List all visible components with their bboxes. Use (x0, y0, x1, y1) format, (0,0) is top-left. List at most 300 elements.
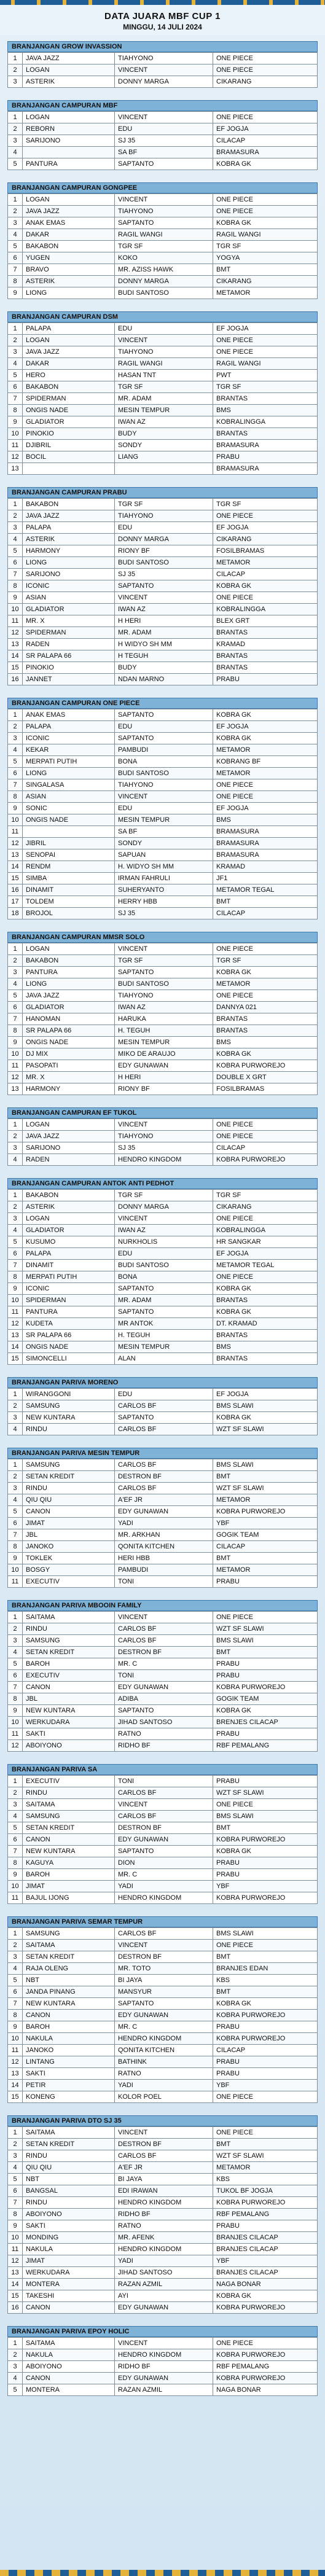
team-cell: ONE PIECE (213, 2338, 318, 2349)
table-row (8, 2279, 318, 2290)
rank-cell: 7 (8, 569, 23, 580)
owner-cell: TONI (115, 1576, 213, 1588)
team-cell: ONE PIECE (213, 943, 318, 955)
team-cell: RAGIL WANGI (213, 358, 318, 370)
rank-cell: 9 (8, 287, 23, 299)
owner-cell: CARLOS BF (115, 1483, 213, 1494)
table-row (8, 1119, 318, 1131)
team-cell: ONE PIECE (213, 779, 318, 791)
rank-cell: 11 (8, 1060, 23, 1072)
bird-name-cell: ASIAN (23, 592, 115, 604)
team-cell: YBF (213, 2080, 318, 2091)
bird-name-cell (23, 463, 115, 475)
rank-cell: 5 (8, 1236, 23, 1248)
class-title: BRANJANGAN GROW INVASSION (7, 41, 318, 52)
bird-name-cell: JAVA JAZZ (23, 1131, 115, 1142)
results-table (7, 1611, 318, 1752)
class-section (7, 1600, 318, 1752)
table-row (8, 1647, 318, 1658)
bird-name-cell: QIU QIU (23, 1494, 115, 1506)
owner-cell: DONNY MARGA (115, 76, 213, 88)
rank-cell: 7 (8, 1529, 23, 1541)
table-row (8, 158, 318, 170)
table-row (8, 1353, 318, 1365)
rank-cell: 16 (8, 884, 23, 896)
bird-name-cell: LIONG (23, 978, 115, 990)
table-row (8, 1986, 318, 1998)
page-header (0, 5, 325, 35)
bird-name-cell: BAJUL IJONG (23, 1892, 115, 1904)
table-row (8, 522, 318, 534)
team-cell: BMT (213, 264, 318, 276)
event-date: MINGGU, 14 JULI 2024 (123, 23, 202, 31)
bird-name-cell: JANDA PINANG (23, 1986, 115, 1998)
table-row (8, 1693, 318, 1705)
table-row (8, 1658, 318, 1670)
owner-cell: BUDY (115, 662, 213, 674)
bird-name-cell: CANON (23, 2302, 115, 2314)
bird-name-cell: ONGIS NADE (23, 405, 115, 416)
team-cell: KOBRA PURWOREJO (213, 1154, 318, 1166)
bird-name-cell: LOGAN (23, 1213, 115, 1225)
rank-cell: 1 (8, 194, 23, 206)
table-row (8, 884, 318, 896)
rank-cell: 7 (8, 779, 23, 791)
table-row (8, 53, 318, 64)
bird-name-cell: YUGEN (23, 252, 115, 264)
table-row (8, 323, 318, 335)
rank-cell: 6 (8, 1834, 23, 1846)
rank-cell: 12 (8, 451, 23, 463)
bird-name-cell: BAKABON (23, 1190, 115, 1201)
bird-name-cell: MONTERA (23, 2384, 115, 2396)
rank-cell: 2 (8, 1471, 23, 1483)
results-table (7, 111, 318, 170)
bird-name-cell: BROJOL (23, 908, 115, 919)
team-cell: KOBRA PURWOREJO (213, 2373, 318, 2384)
team-cell: KOBRA PURWOREJO (213, 2302, 318, 2314)
table-row (8, 1846, 318, 1857)
team-cell: CILACAP (213, 569, 318, 580)
team-cell: KOBRA GK (213, 2290, 318, 2302)
class-section (7, 2115, 318, 2314)
owner-cell: VINCENT (115, 64, 213, 76)
team-cell: WZT SF SLAWI (213, 1623, 318, 1635)
owner-cell: VINCENT (115, 335, 213, 346)
table-row (8, 768, 318, 779)
table-row (8, 2150, 318, 2162)
team-cell: YOGYA (213, 252, 318, 264)
owner-cell: DESTRON BF (115, 2139, 213, 2150)
table-row (8, 2302, 318, 2314)
bird-name-cell: ICONIC (23, 733, 115, 744)
table-row (8, 2244, 318, 2255)
rank-cell: 5 (8, 1658, 23, 1670)
bird-name-cell: ANAK EMAS (23, 217, 115, 229)
rank-cell: 2 (8, 64, 23, 76)
team-cell: EF JOGJA (213, 1389, 318, 1400)
class-section (7, 182, 318, 299)
team-cell: CILACAP (213, 908, 318, 919)
owner-cell: SJ 35 (115, 908, 213, 919)
owner-cell: RIDHO BF (115, 2361, 213, 2373)
rank-cell: 9 (8, 803, 23, 814)
owner-cell: IWAN AZ (115, 416, 213, 428)
table-row (8, 1869, 318, 1881)
table-row (8, 1154, 318, 1166)
owner-cell: SAPTANTO (115, 967, 213, 978)
team-cell: KOBRA GK (213, 733, 318, 744)
owner-cell: HARUKA (115, 1013, 213, 1025)
owner-cell: SONDY (115, 838, 213, 849)
team-cell: ONE PIECE (213, 791, 318, 803)
bird-name-cell: GLADIATOR (23, 1002, 115, 1013)
bird-name-cell: NEW KUNTARA (23, 1998, 115, 2010)
team-cell: KOBRA GK (213, 1846, 318, 1857)
results-table (7, 1189, 318, 1365)
table-row (8, 1728, 318, 1740)
table-row (8, 2162, 318, 2174)
bird-name-cell: NAKULA (23, 2033, 115, 2045)
class-section (7, 311, 318, 475)
bird-name-cell: SAKTI (23, 2220, 115, 2232)
bird-name-cell: RINDU (23, 1623, 115, 1635)
team-cell: ONE PIECE (213, 592, 318, 604)
rank-cell: 1 (8, 1190, 23, 1201)
owner-cell: H WIDYO SH MM (115, 639, 213, 650)
table-row (8, 428, 318, 440)
team-cell: KOBRALINGGA (213, 416, 318, 428)
team-cell: KOBRA PURWOREJO (213, 2197, 318, 2209)
rank-cell: 7 (8, 1013, 23, 1025)
rank-cell: 5 (8, 241, 23, 252)
table-row (8, 1975, 318, 1986)
rank-cell: 5 (8, 756, 23, 768)
team-cell: KOBRA GK (213, 1705, 318, 1717)
rank-cell: 6 (8, 1248, 23, 1260)
bird-name-cell: SAITAMA (23, 2338, 115, 2349)
owner-cell: EDU (115, 1248, 213, 1260)
table-row (8, 346, 318, 358)
team-cell: PRABU (213, 2021, 318, 2033)
owner-cell (115, 463, 213, 475)
rank-cell: 2 (8, 1201, 23, 1213)
team-cell: KOBRA GK (213, 709, 318, 721)
owner-cell: CARLOS BF (115, 1424, 213, 1435)
owner-cell: PAMBUDI (115, 744, 213, 756)
team-cell: BRAMASURA (213, 463, 318, 475)
table-row (8, 1037, 318, 1048)
bird-name-cell: NBT (23, 2174, 115, 2185)
rank-cell: 1 (8, 1776, 23, 1787)
bird-name-cell: SAITAMA (23, 1799, 115, 1811)
table-row (8, 1506, 318, 1518)
rank-cell: 13 (8, 463, 23, 475)
rank-cell: 11 (8, 2244, 23, 2255)
bird-name-cell: JAVA JAZZ (23, 53, 115, 64)
rank-cell: 10 (8, 1295, 23, 1306)
table-row (8, 2091, 318, 2103)
rank-cell: 8 (8, 276, 23, 287)
team-cell: KOBRA PURWOREJO (213, 2010, 318, 2021)
team-cell: BMT (213, 1822, 318, 1834)
rank-cell: 13 (8, 639, 23, 650)
table-row (8, 978, 318, 990)
table-row (8, 627, 318, 639)
rank-cell: 11 (8, 1576, 23, 1588)
bird-name-cell: JBL (23, 1529, 115, 1541)
bird-name-cell: BAROH (23, 1658, 115, 1670)
team-cell: BRANTAS (213, 1330, 318, 1341)
bird-name-cell: LINTANG (23, 2056, 115, 2068)
rank-cell: 2 (8, 1400, 23, 1412)
owner-cell: CARLOS BF (115, 1811, 213, 1822)
team-cell: KBS (213, 1975, 318, 1986)
rank-cell: 6 (8, 2185, 23, 2197)
class-title: BRANJANGAN PARIVA SA (7, 1764, 318, 1775)
rank-cell: 7 (8, 1682, 23, 1693)
rank-cell: 2 (8, 123, 23, 135)
team-cell: NAGA BONAR (213, 2279, 318, 2290)
rank-cell: 13 (8, 2267, 23, 2279)
table-row (8, 229, 318, 241)
table-row (8, 779, 318, 791)
bird-name-cell: WIRANGGONI (23, 1389, 115, 1400)
owner-cell: SAPTANTO (115, 733, 213, 744)
table-row (8, 2232, 318, 2244)
rank-cell: 4 (8, 1494, 23, 1506)
team-cell: CILACAP (213, 1541, 318, 1553)
team-cell: BMT (213, 1951, 318, 1963)
rank-cell: 10 (8, 814, 23, 826)
owner-cell: VINCENT (115, 592, 213, 604)
bird-name-cell: LOGAN (23, 1119, 115, 1131)
rank-cell: 15 (8, 873, 23, 884)
table-row (8, 1635, 318, 1647)
bird-name-cell: LIONG (23, 557, 115, 569)
team-cell: BMS (213, 405, 318, 416)
table-row (8, 1494, 318, 1506)
bird-name-cell: SIMBA (23, 873, 115, 884)
team-cell: BMT (213, 1986, 318, 1998)
owner-cell: TIAHYONO (115, 1131, 213, 1142)
bird-name-cell: RADEN (23, 1154, 115, 1166)
owner-cell: BUDI SANTOSO (115, 768, 213, 779)
rank-cell: 11 (8, 1728, 23, 1740)
team-cell: EF JOGJA (213, 323, 318, 335)
team-cell: BRANTAS (213, 1295, 318, 1306)
rank-cell: 3 (8, 1483, 23, 1494)
bird-name-cell: MONTERA (23, 2279, 115, 2290)
owner-cell: VINCENT (115, 1119, 213, 1131)
owner-cell: DONNY MARGA (115, 534, 213, 545)
rank-cell: 16 (8, 674, 23, 685)
bird-name-cell: NEW KUNTARA (23, 1412, 115, 1424)
bird-name-cell: HERO (23, 370, 115, 381)
rank-cell: 1 (8, 1389, 23, 1400)
rank-cell: 4 (8, 1963, 23, 1975)
bird-name-cell: PANTURA (23, 158, 115, 170)
owner-cell: RATNO (115, 2068, 213, 2080)
bird-name-cell: SPIDERMAN (23, 627, 115, 639)
owner-cell: MESIN TEMPUR (115, 814, 213, 826)
team-cell: KOBRA GK (213, 217, 318, 229)
owner-cell: YADI (115, 1518, 213, 1529)
bird-name-cell: DAKAR (23, 358, 115, 370)
rank-cell: 3 (8, 1799, 23, 1811)
owner-cell: MR. AZISS HAWK (115, 264, 213, 276)
rank-cell: 10 (8, 1717, 23, 1728)
rank-cell: 10 (8, 604, 23, 615)
rank-cell: 13 (8, 849, 23, 861)
table-row (8, 1740, 318, 1752)
owner-cell: H HERI (115, 1072, 213, 1083)
owner-cell: PAMBUDI (115, 1564, 213, 1576)
rank-cell: 1 (8, 323, 23, 335)
owner-cell: TGR SF (115, 1190, 213, 1201)
rank-cell: 9 (8, 1553, 23, 1564)
table-row (8, 264, 318, 276)
table-row (8, 241, 318, 252)
table-row (8, 1072, 318, 1083)
owner-cell: BATHINK (115, 2056, 213, 2068)
owner-cell: CARLOS BF (115, 1928, 213, 1940)
table-row (8, 639, 318, 650)
rank-cell: 3 (8, 1412, 23, 1424)
team-cell: KOBRA GK (213, 967, 318, 978)
team-cell: ONE PIECE (213, 1940, 318, 1951)
bird-name-cell: ICONIC (23, 580, 115, 592)
team-cell: ONE PIECE (213, 346, 318, 358)
table-row (8, 335, 318, 346)
team-cell: BMS SLAWI (213, 1635, 318, 1647)
table-row (8, 2373, 318, 2384)
class-section (7, 1448, 318, 1588)
table-row (8, 756, 318, 768)
team-cell: CIKARANG (213, 534, 318, 545)
rank-cell: 2 (8, 510, 23, 522)
bird-name-cell: NBT (23, 1975, 115, 1986)
team-cell: EF JOGJA (213, 1248, 318, 1260)
bird-name-cell: PALAPA (23, 522, 115, 534)
table-row (8, 1553, 318, 1564)
rank-cell: 15 (8, 1353, 23, 1365)
owner-cell: DESTRON BF (115, 1471, 213, 1483)
owner-cell: VINCENT (115, 1612, 213, 1623)
bird-name-cell: EXECUTIV (23, 1576, 115, 1588)
rank-cell: 18 (8, 908, 23, 919)
owner-cell: SAPTANTO (115, 158, 213, 170)
rank-cell: 4 (8, 744, 23, 756)
bird-name-cell: NEW KUNTARA (23, 1705, 115, 1717)
team-cell: PRABU (213, 451, 318, 463)
owner-cell: SAPTANTO (115, 580, 213, 592)
bird-name-cell: MR. X (23, 1072, 115, 1083)
bird-name-cell: HANOMAN (23, 1013, 115, 1025)
table-row (8, 1822, 318, 1834)
class-section (7, 1377, 318, 1435)
owner-cell: JIHAD SANTOSO (115, 1717, 213, 1728)
bird-name-cell: SAMSUNG (23, 1459, 115, 1471)
class-section (7, 1107, 318, 1166)
bird-name-cell: BAROH (23, 1869, 115, 1881)
table-row (8, 147, 318, 158)
team-cell: DT. KRAMAD (213, 1318, 318, 1330)
owner-cell: H HERI (115, 615, 213, 627)
owner-cell: EDU (115, 522, 213, 534)
table-row (8, 943, 318, 955)
table-row (8, 1998, 318, 2010)
table-row (8, 1190, 318, 1201)
table-row (8, 1271, 318, 1283)
bird-name-cell: DJIBRIL (23, 440, 115, 451)
team-cell: BRANTAS (213, 428, 318, 440)
table-row (8, 1717, 318, 1728)
owner-cell: SAPTANTO (115, 1705, 213, 1717)
owner-cell: JIHAD SANTOSO (115, 2267, 213, 2279)
team-cell: KOBRA PURWOREJO (213, 1506, 318, 1518)
owner-cell: H. TEGUH (115, 1330, 213, 1341)
owner-cell: BUDY (115, 428, 213, 440)
table-row (8, 112, 318, 123)
bird-name-cell: RINDU (23, 1424, 115, 1435)
table-row (8, 206, 318, 217)
owner-cell: RAGIL WANGI (115, 358, 213, 370)
team-cell: EF JOGJA (213, 803, 318, 814)
class-section (7, 2326, 318, 2396)
owner-cell: VINCENT (115, 112, 213, 123)
rank-cell: 4 (8, 147, 23, 158)
owner-cell: EDI IRAWAN (115, 2185, 213, 2197)
owner-cell: YADI (115, 2255, 213, 2267)
bird-name-cell: PINOKIO (23, 662, 115, 674)
team-cell: BRANTAS (213, 627, 318, 639)
owner-cell: TGR SF (115, 499, 213, 510)
rank-cell: 17 (8, 896, 23, 908)
bird-name-cell: SAMSUNG (23, 1811, 115, 1822)
class-section (7, 932, 318, 1095)
table-row (8, 545, 318, 557)
team-cell: BRANTAS (213, 393, 318, 405)
table-row (8, 1483, 318, 1494)
rank-cell: 4 (8, 1154, 23, 1166)
team-cell: BMS SLAWI (213, 1459, 318, 1471)
bird-name-cell: LOGAN (23, 64, 115, 76)
table-row (8, 733, 318, 744)
team-cell: PRABU (213, 1658, 318, 1670)
owner-cell: SAPTANTO (115, 1306, 213, 1318)
team-cell: METAMOR (213, 744, 318, 756)
bird-name-cell: PALAPA (23, 1248, 115, 1260)
class-title: BRANJANGAN CAMPURAN EF TUKOL (7, 1107, 318, 1118)
owner-cell: EDY GUNAWAN (115, 2010, 213, 2021)
table-row (8, 1787, 318, 1799)
bird-name-cell: BAKABON (23, 499, 115, 510)
team-cell: ONE PIECE (213, 206, 318, 217)
table-row (8, 1424, 318, 1435)
team-cell: WZT SF SLAWI (213, 1787, 318, 1799)
bird-name-cell: SR PALAPA 66 (23, 650, 115, 662)
bird-name-cell: SIMONCELLI (23, 1353, 115, 1365)
bird-name-cell: JIBRIL (23, 838, 115, 849)
owner-cell: KOLOR POEL (115, 2091, 213, 2103)
rank-cell: 5 (8, 1822, 23, 1834)
bird-name-cell: SAMSUNG (23, 1400, 115, 1412)
team-cell: PRABU (213, 2056, 318, 2068)
team-cell: FOSILBRAMAS (213, 1083, 318, 1095)
bird-name-cell: BOCIL (23, 451, 115, 463)
table-row (8, 580, 318, 592)
